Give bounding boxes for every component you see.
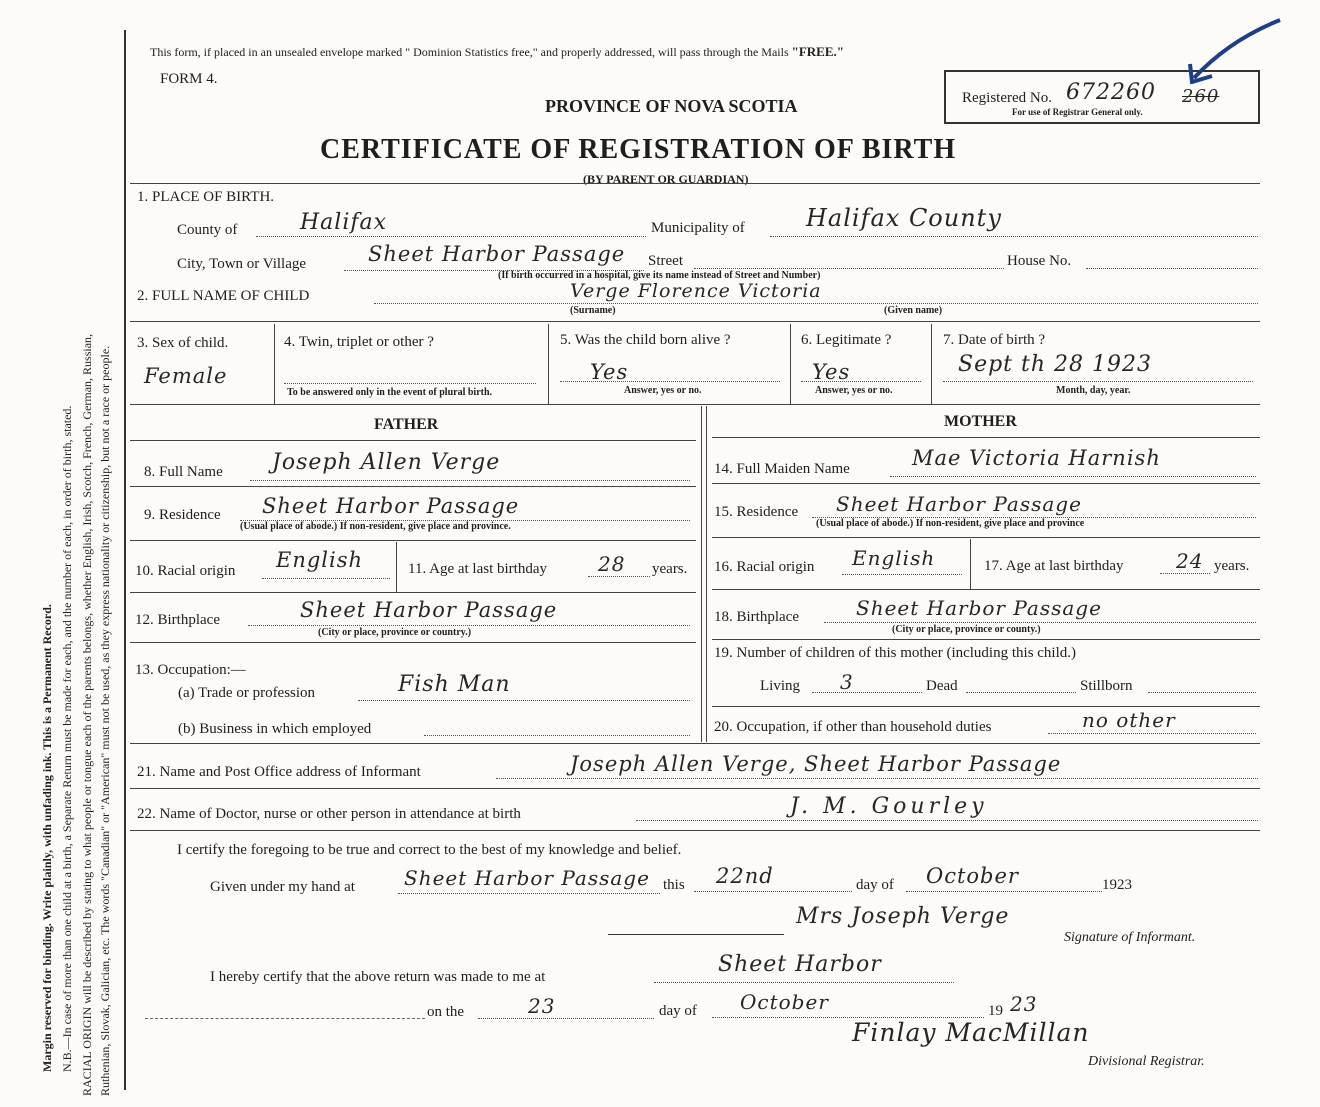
dotted-line [262, 578, 390, 579]
divider [130, 830, 1260, 831]
mother-name-label: 14. Full Maiden Name [714, 461, 850, 477]
dotted-line [1086, 268, 1258, 269]
mother-heading: MOTHER [944, 413, 1017, 430]
mother-race-label: 16. Racial origin [714, 559, 815, 575]
dotted-line [358, 700, 690, 701]
divider [130, 592, 696, 593]
mother-age-unit: years. [1214, 558, 1250, 574]
month-value: October [926, 864, 1019, 888]
surname-note: (Surname) [570, 305, 616, 316]
mail-notice: This form, if placed in an unsealed envelope marked " Dominion Statistics free," and properly addressed, will pass through the Mails "FREE." [150, 44, 844, 59]
column-divider [701, 406, 702, 742]
given-place-value: Sheet Harbor Passage [404, 866, 650, 890]
sex-value: Female [144, 364, 228, 388]
mother-occupation-label: 20. Occupation, if other than household duties [714, 719, 992, 735]
mother-name-value: Mae Victoria Harnish [912, 446, 1161, 470]
reg-day-of-label: day of [659, 1003, 697, 1019]
given-label: Given under my hand at [210, 879, 355, 895]
divider [970, 539, 971, 589]
father-heading: FATHER [374, 416, 439, 433]
mother-race-value: English [852, 546, 936, 570]
province-heading: PROVINCE OF NOVA SCOTIA [545, 96, 798, 116]
father-trade-label: (a) Trade or profession [178, 685, 316, 701]
divider [130, 642, 696, 643]
alive-value: Yes [590, 360, 629, 384]
dob-note: Month, day, year. [1056, 385, 1131, 396]
dotted-line [694, 268, 1004, 269]
mother-age-label: 17. Age at last birthday [984, 558, 1124, 574]
binding-margin-line [124, 30, 126, 1090]
father-age-value: 28 [598, 552, 626, 576]
divider [931, 324, 932, 404]
divider [712, 483, 1260, 484]
registered-number: 672260 [1066, 80, 1156, 105]
divider [130, 743, 1260, 744]
dead-label: Dead [926, 678, 958, 694]
divider [130, 183, 1260, 184]
father-birthplace-label: 12. Birthplace [135, 612, 220, 628]
registrar-place-value: Sheet Harbor [718, 952, 882, 977]
house-label: House No. [1007, 253, 1072, 269]
stillborn-label: Stillborn [1080, 678, 1133, 694]
dotted-line [145, 1018, 425, 1019]
dotted-line [966, 692, 1076, 693]
city-label: City, Town or Village [177, 256, 307, 272]
legitimate-note: Answer, yes or no. [815, 385, 893, 396]
divider [274, 324, 275, 404]
column-divider [706, 406, 707, 742]
dotted-line [560, 381, 780, 382]
informant-value: Joseph Allen Verge, Sheet Harbor Passage [570, 752, 1062, 776]
dob-label: 7. Date of birth ? [943, 332, 1046, 348]
divider [130, 788, 1260, 789]
divider [130, 404, 1260, 405]
dotted-line [654, 982, 954, 983]
dotted-line [906, 891, 1102, 892]
dotted-line [398, 893, 660, 894]
doctor-label: 22. Name of Doctor, nurse or other person in attendance at birth [137, 806, 521, 822]
mother-residence-label: 15. Residence [714, 504, 799, 520]
divider [712, 706, 1260, 707]
legitimate-value: Yes [812, 360, 851, 384]
dotted-line [424, 735, 690, 736]
mother-age-value: 24 [1176, 549, 1204, 573]
dotted-line [496, 778, 1258, 779]
twin-label: 4. Twin, triplet or other ? [284, 334, 434, 350]
reg-year-prefix: 19 [988, 1003, 1003, 1019]
doctor-value: J. M. Gourley [790, 794, 988, 819]
mother-birthplace-label: 18. Birthplace [714, 609, 799, 625]
margin-binding-note: Margin reserved for binding. Write plainly, with unfading ink. This is a Permanent Record. [40, 604, 54, 1072]
divider [790, 324, 791, 404]
father-age-label: 11. Age at last birthday [408, 561, 547, 577]
father-age-unit: years. [652, 561, 688, 577]
dotted-line [890, 476, 1256, 477]
certify-statement: I certify the foregoing to be true and correct to the best of my knowledge and belief. [177, 842, 682, 858]
county-label: County of [177, 222, 238, 238]
alive-note: Answer, yes or no. [624, 385, 702, 396]
child-name-label: 2. FULL NAME OF CHILD [137, 288, 310, 304]
twin-note: To be answered only in the event of plural birth. [287, 387, 493, 398]
dotted-line [812, 692, 922, 693]
this-label: this [663, 877, 685, 893]
subtitle: (BY PARENT OR GUARDIAN) [583, 172, 749, 186]
mother-children-label: 19. Number of children of this mother (including this child.) [714, 645, 1077, 661]
living-label: Living [760, 678, 800, 694]
child-name-value: Verge Florence Victoria [570, 280, 822, 302]
mother-residence-value: Sheet Harbor Passage [836, 492, 1082, 516]
father-name-label: 8. Full Name [144, 464, 223, 480]
legitimate-label: 6. Legitimate ? [801, 332, 892, 348]
divider [396, 542, 397, 592]
informant-label: 21. Name and Post Office address of Informant [137, 764, 421, 780]
informant-signature-label: Signature of Informant. [1064, 930, 1196, 945]
margin-racial-note-2: Ruthenian, Slovak, Galician, etc. The words "Canadian" or "American" must not be used, as they express nationality or citizenship, but not a race or people. [98, 345, 112, 1096]
divider [130, 486, 696, 487]
dotted-line [1048, 733, 1256, 734]
margin-racial-note-1: RACIAL ORIGIN will be described by stating to what people or tongue each of the parents belongs, whether English, Irish, Scotch, French, German, Russian, [80, 333, 94, 1096]
father-residence-note: (Usual place of abode.) If non-resident, give place and province. [240, 521, 511, 532]
municipality-value: Halifax County [806, 204, 1002, 232]
registered-struck-number: 260 [1182, 86, 1220, 107]
signature-line [608, 934, 784, 935]
dob-value: Sept th 28 1923 [958, 352, 1152, 377]
day-value: 22nd [716, 864, 774, 888]
sex-label: 3. Sex of child. [137, 335, 229, 351]
dotted-line [1160, 573, 1210, 574]
given-note: (Given name) [884, 305, 943, 316]
father-birthplace-value: Sheet Harbor Passage [300, 598, 558, 622]
divider [130, 440, 696, 441]
dotted-line [824, 622, 1256, 623]
divider [712, 537, 1260, 538]
dotted-line [478, 1018, 654, 1019]
hospital-note: (If birth occurred in a hospital, give its name instead of Street and Number) [498, 270, 821, 281]
dotted-line [694, 891, 852, 892]
municipality-label: Municipality of [651, 220, 745, 236]
father-residence-label: 9. Residence [144, 507, 221, 523]
father-birthplace-note: (City or place, province or country.) [318, 627, 472, 638]
living-value: 3 [840, 670, 854, 694]
divider [712, 639, 1260, 640]
mother-occupation-value: no other [1082, 708, 1176, 732]
dotted-line [943, 381, 1253, 382]
divider [130, 540, 696, 541]
divider [712, 437, 1260, 438]
dotted-line [801, 381, 921, 382]
mother-birthplace-note: (City or place, province or county.) [892, 624, 1041, 635]
father-race-label: 10. Racial origin [135, 563, 236, 579]
page-title: CERTIFICATE OF REGISTRATION OF BIRTH [320, 134, 957, 165]
father-race-value: English [276, 548, 364, 572]
father-name-value: Joseph Allen Verge [272, 450, 501, 475]
divider [548, 324, 549, 404]
divider [712, 589, 1260, 590]
father-occupation-label: 13. Occupation:— [135, 662, 246, 678]
registration-month: October [740, 990, 829, 1014]
dotted-line [256, 236, 646, 237]
form-number: FORM 4. [160, 71, 218, 87]
divider [130, 321, 1260, 322]
city-value: Sheet Harbor Passage [368, 242, 626, 266]
registrar-signature-label: Divisional Registrar. [1088, 1054, 1205, 1069]
dotted-line [284, 383, 536, 384]
registrar-note: For use of Registrar General only. [1012, 107, 1143, 117]
registered-label: Registered No. [962, 90, 1052, 106]
year-value: 1923 [1102, 877, 1132, 893]
registrar-signature: Finlay MacMillan [852, 1018, 1090, 1047]
street-label: Street [648, 253, 683, 269]
dotted-line [248, 625, 690, 626]
dotted-line [842, 574, 962, 575]
checkmark-arrow-icon [1180, 14, 1290, 84]
dotted-line [250, 480, 690, 481]
alive-label: 5. Was the child born alive ? [560, 332, 731, 348]
father-residence-value: Sheet Harbor Passage [262, 494, 520, 518]
dotted-line [770, 236, 1258, 237]
place-heading: 1. PLACE OF BIRTH. [137, 189, 275, 205]
margin-nb-note: N.B.—In case of more than one child at a birth, a Separate Return must be made for each, and the number of each, in order of birth, stated. [60, 405, 74, 1072]
father-business-label: (b) Business in which employed [178, 721, 372, 737]
mother-residence-note: (Usual place of abode.) If non-resident, give place and province [816, 518, 1085, 529]
dotted-line [374, 303, 1258, 304]
mother-birthplace-value: Sheet Harbor Passage [856, 596, 1102, 620]
day-of-label: day of [856, 877, 894, 893]
father-trade-value: Fish Man [398, 672, 511, 697]
dotted-line [588, 576, 650, 577]
registration-year: 23 [1010, 992, 1038, 1016]
county-value: Halifax [300, 210, 388, 235]
dotted-line [636, 820, 1258, 821]
dotted-line [1148, 692, 1256, 693]
registrar-statement: I hereby certify that the above return was made to me at [210, 969, 546, 985]
on-the-label: on the [427, 1004, 465, 1020]
registration-day: 23 [528, 994, 556, 1018]
informant-signature: Mrs Joseph Verge [796, 904, 1010, 929]
